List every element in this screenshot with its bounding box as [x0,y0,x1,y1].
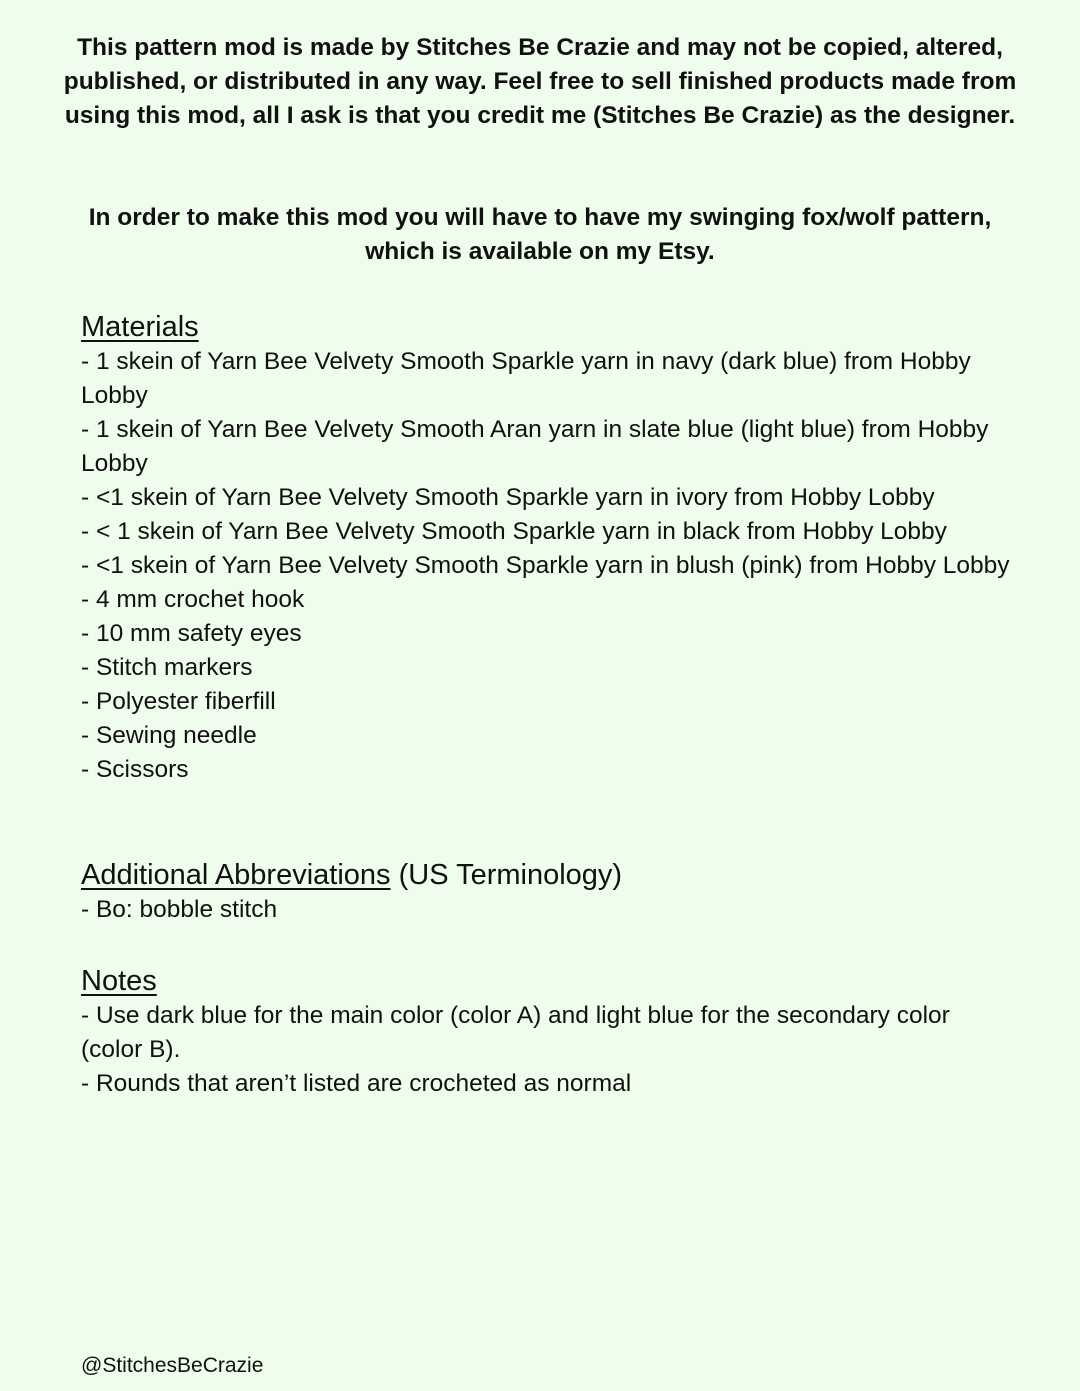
material-item: - < 1 skein of Yarn Bee Velvety Smooth Sparkle yarn in black from Hobby Lobby [81,518,947,545]
material-item: - <1 skein of Yarn Bee Velvety Smooth Sparkle yarn in blush (pink) from Hobby Lobby [81,552,1010,579]
notes-title: Notes [81,965,157,997]
note-item: - Rounds that aren’t listed are crocheted as normal [81,1070,632,1097]
materials-heading [81,309,1011,345]
requirement-notice: In order to make this mod you will have to have my swinging fox/wolf pattern, which is available on my Etsy. [88,204,992,265]
abbreviations-list [81,893,1011,927]
material-item: - Polyester fiberfill [81,688,276,715]
notes-list [81,999,1011,1101]
materials-title: Materials [81,311,199,343]
material-item: - Sewing needle [81,722,257,749]
material-item: - 1 skein of Yarn Bee Velvety Smooth Sparkle yarn in navy (dark blue) from Hobby Lobby [81,348,971,409]
notes-section [81,963,1011,1101]
materials-section [81,309,1011,787]
material-item: - Stitch markers [81,654,253,681]
material-item: - 1 skein of Yarn Bee Velvety Smooth Aran yarn in slate blue (light blue) from Hobby Lobby [81,416,989,477]
abbreviation-item: - Bo: bobble stitch [81,896,278,923]
material-item: - 10 mm safety eyes [81,620,302,647]
note-item: - Use dark blue for the main color (color A) and light blue for the secondary color (color B). [81,1002,950,1063]
abbreviations-subtitle: (US Terminology) [390,859,623,891]
materials-list [81,345,1011,787]
material-item: - <1 skein of Yarn Bee Velvety Smooth Sparkle yarn in ivory from Hobby Lobby [81,484,935,511]
copyright-notice: This pattern mod is made by Stitches Be Crazie and may not be copied, altered, published, or distributed in any way. Feel free to sell finished products made from using this mod, all I ask is that you credit me (Stitches Be Crazie) as the designer. [63,34,1017,129]
abbreviations-section [81,857,1011,927]
abbreviations-title: Additional Abbreviations [81,859,391,891]
material-item: - Scissors [81,756,189,783]
footer-handle: @StitchesBeCrazie [81,1354,264,1377]
material-item: - 4 mm crochet hook [81,586,305,613]
abbreviations-heading [81,857,1011,893]
notes-heading [81,963,1011,999]
